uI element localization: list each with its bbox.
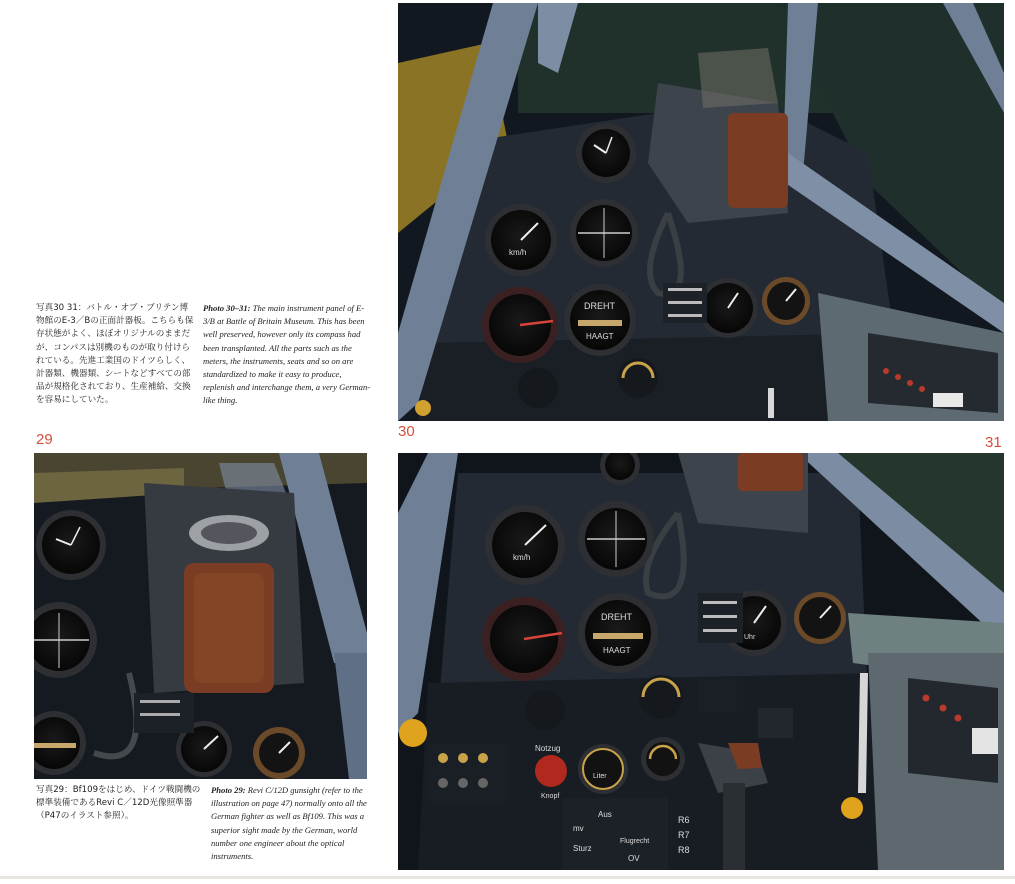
notzug-label: Notzug	[535, 744, 561, 753]
mv-label: mv	[573, 824, 584, 833]
km-label-top: km/h	[509, 248, 527, 257]
haagt-label-bottom: HAAGT	[603, 646, 631, 655]
dreht-label-bottom: DREHT	[601, 612, 632, 622]
caption-30-31-english	[203, 302, 373, 408]
photo-29-gunsight	[34, 453, 367, 779]
caption-29-japanese: 写真29：Bf109をはじめ、ドイツ戦闘機の標準装備であるRevi C／12D光像照準器（P47のイラスト参照）。	[36, 785, 201, 822]
flugrecht-label: Flugrecht	[620, 838, 650, 845]
caption-30-31-japanese: 写真30 31：バトル・オブ・ブリテン博物館のE-3／Bの正面計器板。こちらも保存状態がよく、ほぼオリジナルのままだが、コンパスは別機のものが取り付けられている。先進工業国のドイツらしく、計器類、機器類、シートなどすべての部品が規格化されており、生産補給、交換を容易にしていた。	[36, 303, 194, 406]
bottom-rule	[0, 876, 1015, 879]
haagt-label-top: HAAGT	[586, 332, 614, 341]
liter-label: Liter	[593, 773, 607, 780]
photo-number-31: 31	[985, 434, 1002, 451]
r8-label: R8	[678, 845, 690, 855]
caption-30-31-text: The main instrument panel of E-3/B at Battle of Britain Museum. This has been well preserved, however only its compass had been transplanted. All the parts such as the meters, the instruments, seats and so on are standardized to make it easy to produce, replenish and interchange them, a very German-like thing.	[203, 303, 371, 406]
photo-31-instrument-panel	[398, 453, 1004, 870]
photo-30-instrument-panel	[398, 3, 1004, 421]
caption-30-31-label: Photo 30–31:	[203, 303, 251, 313]
aus-label: Aus	[598, 810, 612, 819]
uhr-label: Uhr	[744, 634, 756, 641]
caption-29-label: Photo 29:	[211, 785, 246, 795]
km-label-bottom: km/h	[513, 553, 531, 562]
sturz-label: Sturz	[573, 844, 592, 853]
photo-number-29: 29	[36, 431, 53, 448]
r7-label: R7	[678, 830, 690, 840]
caption-29-english	[211, 784, 371, 863]
ov-label: OV	[628, 854, 640, 863]
knopf-label: Knopf	[541, 793, 560, 800]
dreht-label-top: DREHT	[584, 301, 615, 311]
photo-number-30: 30	[398, 423, 415, 440]
r6-label: R6	[678, 815, 690, 825]
caption-29-text: Revi C/12D gunsight (refer to the illustration on page 47) normally onto all the German fighter as well as Bf109. This was a superior sight made by the German, world number one engineer about the optical instruments.	[211, 785, 367, 862]
